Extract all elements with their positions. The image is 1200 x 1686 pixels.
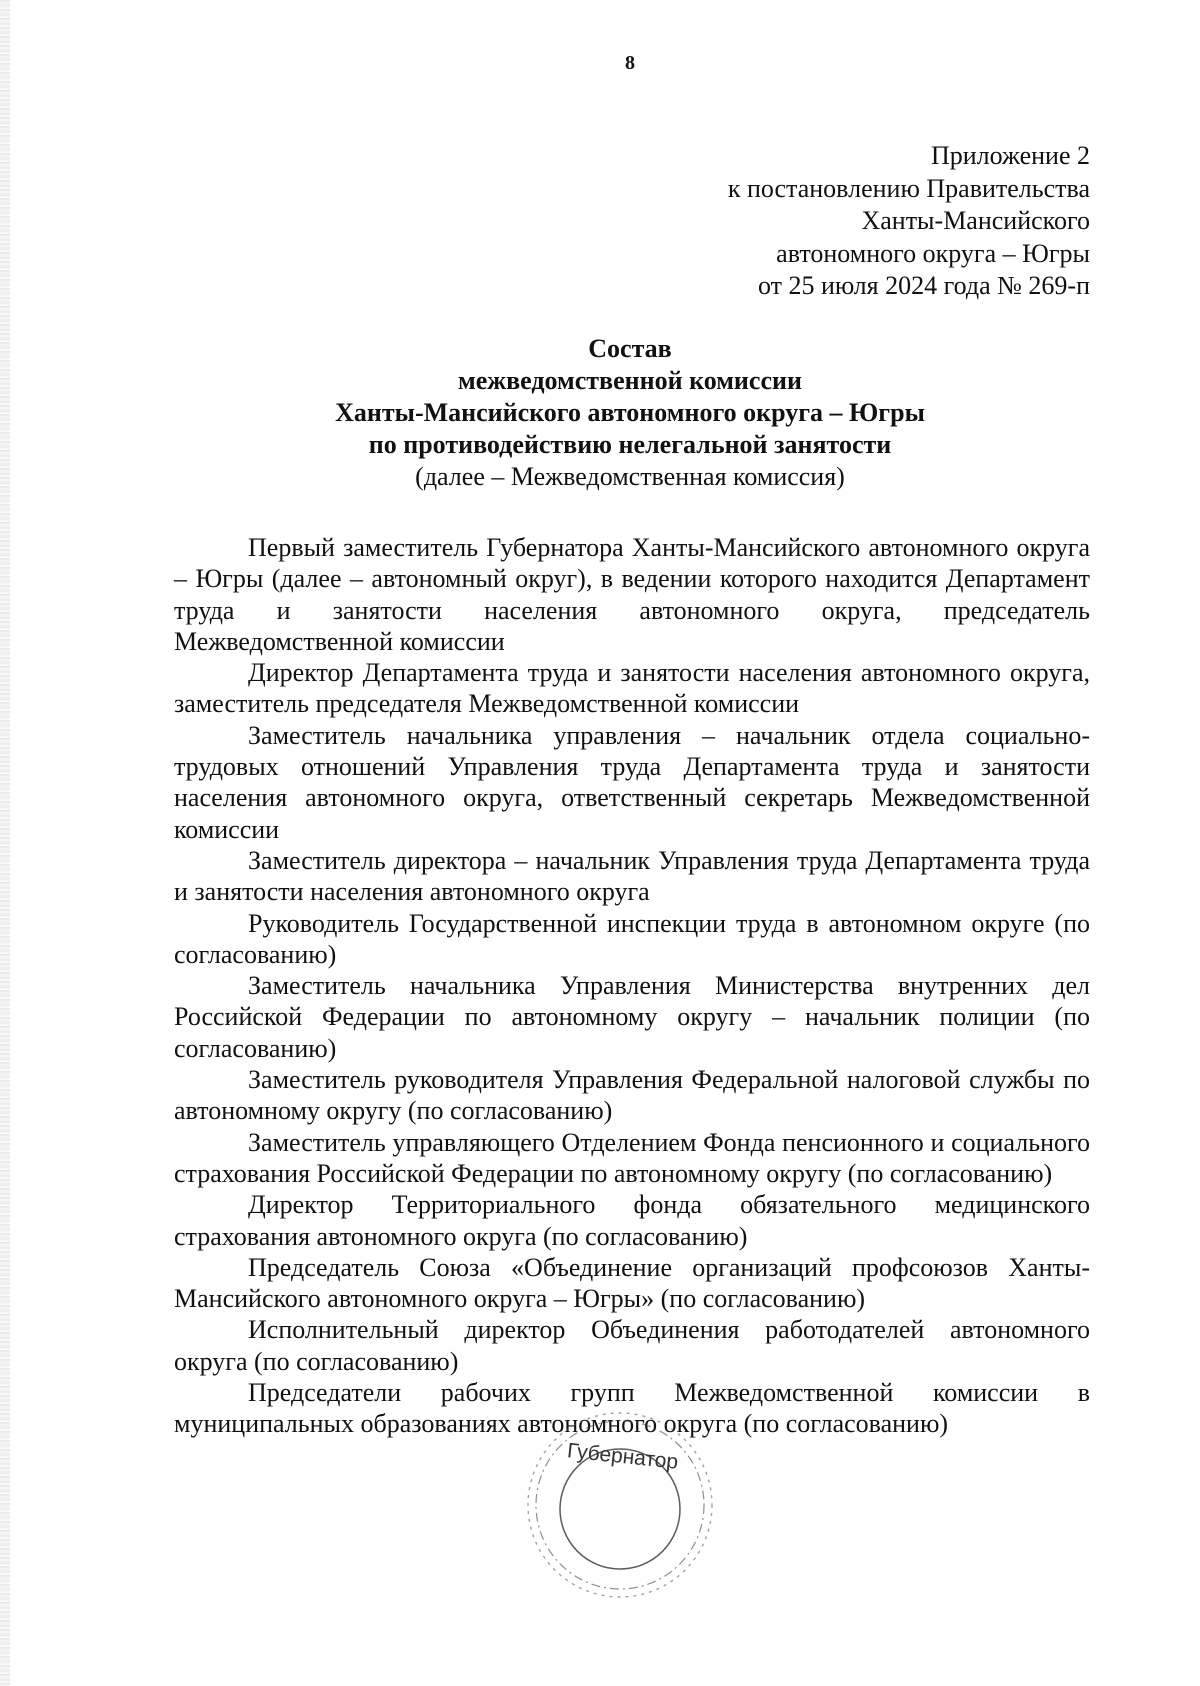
member-paragraph: Председатели рабочих групп Межведомственной комиссии в муниципальных образованиях автономного округа (по согласованию)	[174, 1378, 1090, 1439]
member-paragraph: Исполнительный директор Объединения работодателей автономного округа (по согласованию)	[174, 1315, 1090, 1376]
title-line: межведомственной комиссии	[458, 366, 802, 395]
appendix-line: от 25 июля 2024 года № 269-п	[757, 271, 1090, 300]
title-line: Состав	[588, 334, 672, 363]
appendix-line: к постановлению Правительства	[727, 173, 1090, 203]
appendix-line: Ханты-Мансийского	[861, 206, 1090, 235]
member-paragraph: Первый заместитель Губернатора Ханты-Мансийского автономного округа – Югры (далее – автономный округ), в ведении которого находится Департамент труда и занятости населения автономного округа, председатель Межведомственной комиссии	[174, 533, 1090, 656]
document-title	[170, 333, 1090, 493]
member-paragraph: Директор Территориального фонда обязательного медицинского страхования автономного округа (по согласованию)	[174, 1190, 1090, 1251]
governor-stamp	[520, 1405, 720, 1605]
member-paragraph: Председатель Союза «Объединение организаций профсоюзов Ханты-Мансийского автономного округа – Югры» (по согласованию)	[174, 1252, 1090, 1314]
member-paragraph: Заместитель начальника Управления Министерства внутренних дел Российской Федерации по автономному округу – начальник полиции (по согласованию)	[174, 971, 1090, 1063]
stamp-text: Губернатор	[566, 1439, 680, 1474]
page-number: 8	[625, 52, 635, 74]
title-subtitle: (далее – Межведомственная комиссия)	[415, 462, 845, 491]
members-list	[174, 532, 1090, 1440]
title-line: Ханты-Мансийского автономного округа – Югры	[335, 398, 925, 427]
member-paragraph: Директор Департамента труда и занятости населения автономного округа, заместитель председателя Межведомственной комиссии	[174, 658, 1090, 719]
member-paragraph: Заместитель начальника управления – начальник отдела социально-трудовых отношений Управления труда Департамента труда и занятости населения автономного округа, ответственный секретарь Межведомственной комиссии	[174, 720, 1090, 844]
title-line: по противодействию нелегальной занятости	[368, 430, 892, 459]
member-paragraph: Заместитель руководителя Управления Федеральной налоговой службы по автономному округу (по согласованию)	[174, 1065, 1090, 1126]
appendix-line: Приложение 2	[930, 141, 1090, 170]
appendix-header	[728, 140, 1090, 303]
member-paragraph: Руководитель Государственной инспекции труда в автономном округе (по согласованию)	[174, 908, 1090, 969]
scan-edge	[0, 0, 10, 1686]
member-paragraph: Заместитель управляющего Отделением Фонда пенсионного и социального страхования Российской Федерации по автономному округу (по согласованию)	[174, 1127, 1090, 1188]
member-paragraph: Заместитель директора – начальник Управления труда Департамента труда и занятости населения автономного округа	[174, 845, 1090, 907]
appendix-line: автономного округа – Югры	[776, 238, 1090, 268]
